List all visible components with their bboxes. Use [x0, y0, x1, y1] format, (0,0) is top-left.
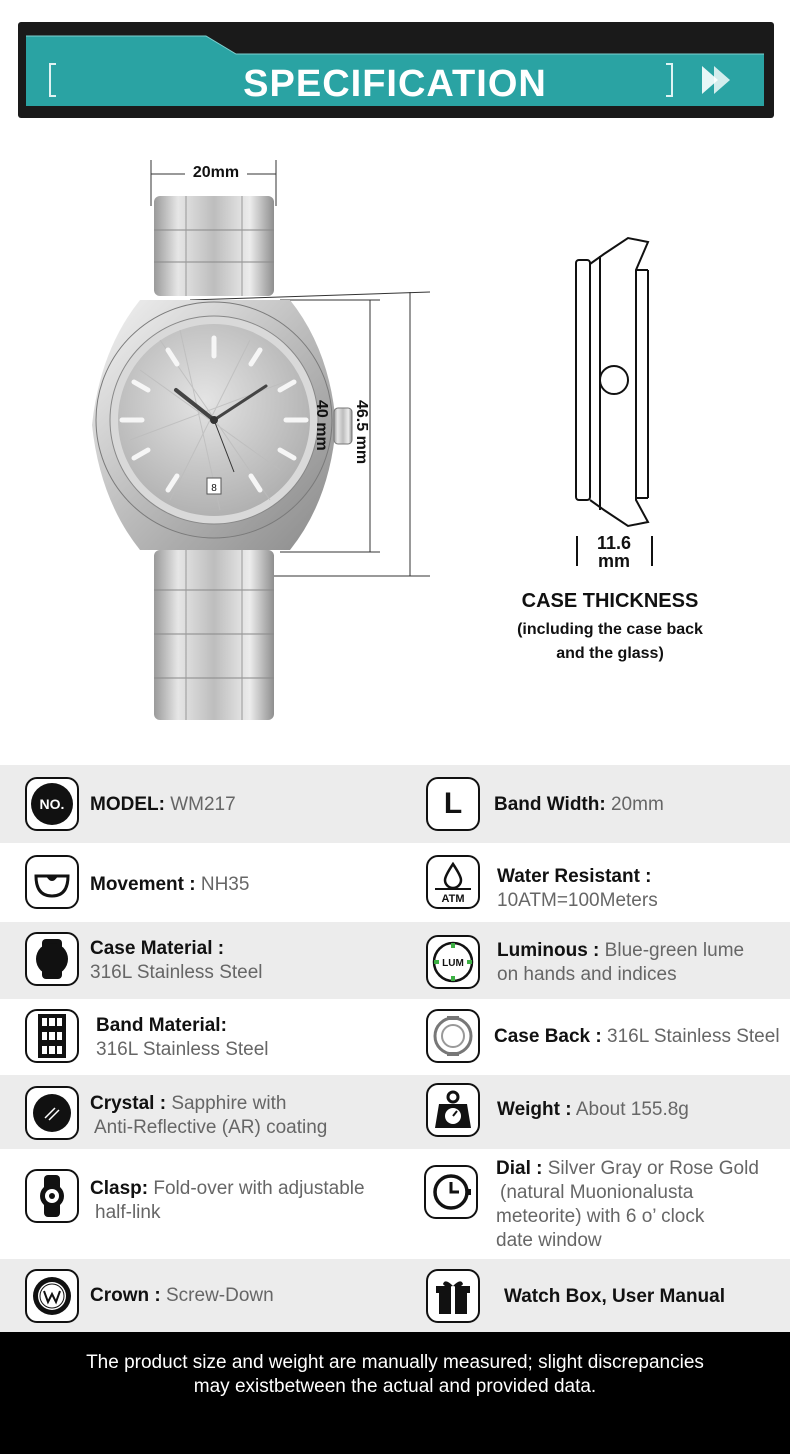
scale-icon: [426, 1083, 480, 1137]
spec-dial: [496, 1157, 759, 1180]
spec-band-width-value: 20mm: [610, 794, 664, 815]
spec-case-back-value: 316L Stainless Steel: [607, 1026, 780, 1047]
case-back-icon: [426, 1009, 480, 1063]
spec-band-material-value: 316L Stainless Steel: [96, 1039, 269, 1060]
spec-luminous-label: Luminous :: [497, 940, 600, 961]
watch-front-image: [80, 150, 440, 730]
svg-text:8: 8: [211, 483, 217, 494]
band-width-dimension: 20mm: [185, 164, 247, 182]
case-icon: [25, 932, 79, 986]
spec-dial-value-2: (natural Muonionalusta: [500, 1182, 694, 1203]
crown-icon: [25, 1269, 79, 1323]
spec-dial-value-4: date window: [496, 1230, 602, 1251]
gift-icon: [426, 1269, 480, 1323]
spec-movement-value: NH35: [200, 874, 250, 895]
case-thickness-note-2: and the glass): [556, 645, 664, 662]
spec-dial-value-3: meteorite) with 6 o’ clock: [496, 1206, 705, 1227]
spec-weight: [497, 1098, 689, 1121]
spec-crystal: [90, 1092, 286, 1115]
spec-water-label: Water Resistant :: [497, 866, 652, 887]
watch-side-image: [560, 230, 670, 570]
spec-model: [90, 793, 236, 816]
case-thickness-value: 11.6: [596, 533, 632, 553]
spec-crystal-label: Crystal :: [90, 1093, 167, 1114]
spec-luminous-value-2: on hands and indices: [497, 964, 677, 985]
spec-luminous-value-1: Blue-green lume: [604, 940, 745, 961]
spec-clasp-label: Clasp:: [90, 1178, 149, 1199]
spec-crystal-value-2: Anti-Reflective (AR) coating: [94, 1117, 328, 1138]
spec-case-back: [494, 1025, 780, 1048]
water-drop-icon: [426, 855, 480, 909]
spec-water-value: 10ATM=100Meters: [497, 890, 658, 911]
spec-model-label: MODEL:: [90, 794, 165, 815]
case-thickness-note-1: (including the case back: [517, 621, 703, 638]
movement-icon: [25, 855, 79, 909]
svg-text:ATM: ATM: [441, 893, 465, 904]
spec-weight-label: Weight :: [497, 1099, 572, 1120]
spec-clasp: [90, 1177, 365, 1200]
spec-luminous: [497, 939, 744, 962]
clock-icon: [424, 1165, 478, 1219]
lume-icon: [426, 935, 480, 989]
case-thickness-title: CASE THICKNESS: [521, 590, 699, 612]
spec-clasp-value-1: Fold-over with adjustable: [153, 1178, 365, 1199]
svg-text:LUM: LUM: [442, 958, 464, 969]
spec-crown-value: Screw-Down: [166, 1285, 274, 1306]
letter-l-icon: L: [426, 777, 480, 831]
spec-crystal-value-1: Sapphire with: [171, 1093, 287, 1114]
spec-box: Watch Box, User Manual: [504, 1286, 726, 1307]
crystal-icon: [25, 1086, 79, 1140]
svg-text:NO.: NO.: [39, 796, 65, 812]
lug-to-lug-dimension: 46.5 mm: [353, 400, 370, 465]
footer-disclaimer-line-1: The product size and weight are manually measured; slight discrepancies: [86, 1352, 704, 1373]
case-diameter-dimension: 40 mm: [313, 400, 330, 451]
spec-weight-value: About 155.8g: [575, 1099, 689, 1120]
footer-disclaimer-line-2: may existbetween the actual and provided data.: [193, 1376, 597, 1397]
spec-band-material-label: Band Material:: [96, 1015, 227, 1036]
spec-clasp-value-2: half-link: [95, 1202, 161, 1223]
spec-band-width: [494, 793, 664, 816]
spec-case-back-label: Case Back :: [494, 1026, 602, 1047]
clasp-icon: [25, 1169, 79, 1223]
spec-case-material-label: Case Material :: [90, 938, 225, 959]
spec-crown: [90, 1284, 274, 1307]
spec-dial-label: Dial :: [496, 1158, 543, 1179]
spec-dial-value-1: Silver Gray or Rose Gold: [547, 1158, 759, 1179]
spec-movement: [90, 873, 249, 896]
spec-movement-label: Movement :: [90, 874, 196, 895]
page-title: SPECIFICATION: [243, 63, 547, 105]
spec-band-width-label: Band Width:: [494, 794, 606, 815]
spec-crown-label: Crown :: [90, 1285, 161, 1306]
case-thickness-unit: mm: [597, 551, 630, 571]
number-icon: [25, 777, 79, 831]
spec-model-value: WM217: [170, 794, 236, 815]
spec-case-material-value: 316L Stainless Steel: [90, 962, 263, 983]
bracelet-icon: [25, 1009, 79, 1063]
